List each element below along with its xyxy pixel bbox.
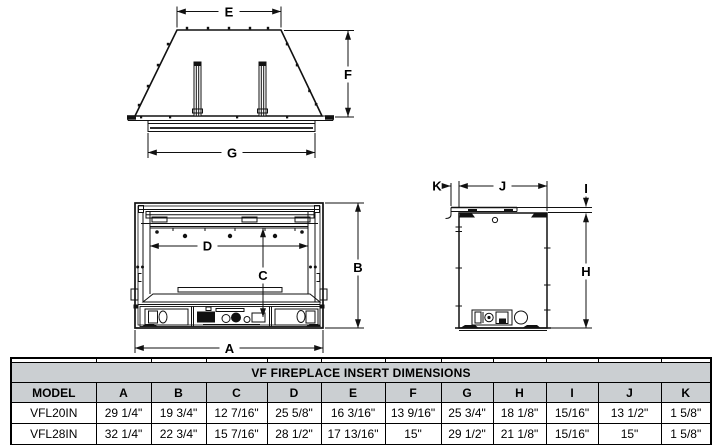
dim-label-h: H <box>581 264 591 279</box>
value-cell: 29 1/4" <box>96 403 151 424</box>
table-header-row <box>11 383 711 403</box>
value-cell: 22 3/4" <box>151 424 206 445</box>
value-cell: 25 5/8" <box>267 403 321 424</box>
front-view <box>131 203 327 328</box>
value-cell: 15/16" <box>546 424 598 445</box>
dim-label-i: I <box>584 181 588 196</box>
model-cell: VFL28IN <box>11 424 96 445</box>
dim-label-g: G <box>226 145 238 161</box>
column-header-a: A <box>96 383 151 403</box>
table-title: VF FIREPLACE INSERT DIMENSIONS <box>11 363 711 383</box>
dimension-labels <box>203 5 591 357</box>
gas-access-hole <box>515 311 528 324</box>
value-cell: 12 7/16" <box>206 403 267 424</box>
value-cell: 28 1/2" <box>267 424 321 445</box>
value-cell: 16 3/16" <box>321 403 385 424</box>
column-header-model: MODEL <box>11 383 96 403</box>
front-screw-holes <box>136 230 317 268</box>
table-row-vfl28in <box>11 424 711 445</box>
column-header-f: F <box>385 383 441 403</box>
column-header-g: G <box>441 383 493 403</box>
column-header-c: C <box>206 383 267 403</box>
table-title-row <box>11 363 711 383</box>
column-header-k: K <box>661 383 711 403</box>
value-cell: 29 1/2" <box>441 424 493 445</box>
value-cell: 1 5/8" <box>661 403 711 424</box>
dim-label-e: E <box>224 4 234 20</box>
value-cell: 15 7/16" <box>206 424 267 445</box>
table-row-vfl20in <box>11 403 711 424</box>
value-cell: 13 1/2" <box>598 403 661 424</box>
dimensions-table-section <box>10 357 710 445</box>
column-header-h: H <box>493 383 546 403</box>
value-cell: 32 1/4" <box>96 424 151 445</box>
value-cell: 13 9/16" <box>385 403 441 424</box>
side-view <box>446 208 552 331</box>
value-cell: 17 13/16" <box>321 424 385 445</box>
rating-plate <box>472 310 512 325</box>
column-header-i: I <box>546 383 598 403</box>
hood-dimension-lines <box>148 5 356 161</box>
column-header-j: J <box>598 383 661 403</box>
dim-label-a: A <box>224 341 235 356</box>
dim-label-c: C <box>258 268 268 283</box>
dim-label-d: D <box>202 238 213 254</box>
value-cell: 15" <box>598 424 661 445</box>
front-control-band <box>140 307 322 327</box>
value-cell: 1 5/8" <box>661 424 711 445</box>
front-dimension-lines <box>135 203 366 356</box>
value-cell: 25 3/4" <box>441 403 493 424</box>
hood-ticks <box>138 27 318 119</box>
column-header-e: E <box>321 383 385 403</box>
hood-view <box>127 27 334 132</box>
value-cell: 21 1/8" <box>493 424 546 445</box>
side-dimension-lines <box>442 179 594 329</box>
value-cell: 15/16" <box>546 403 598 424</box>
hood-posts <box>193 62 268 117</box>
value-cell: 15" <box>385 424 441 445</box>
dim-label-f: F <box>344 67 352 82</box>
dimensions-table <box>10 357 712 445</box>
column-header-d: D <box>267 383 321 403</box>
gas-valve-assembly <box>197 307 265 325</box>
value-cell: 18 1/8" <box>493 403 546 424</box>
dim-label-b: B <box>353 260 363 275</box>
value-cell: 19 3/4" <box>151 403 206 424</box>
model-cell: VFL20IN <box>11 403 96 424</box>
column-header-b: B <box>151 383 206 403</box>
dim-label-j: J <box>498 178 507 194</box>
dim-label-k: K <box>432 178 442 194</box>
